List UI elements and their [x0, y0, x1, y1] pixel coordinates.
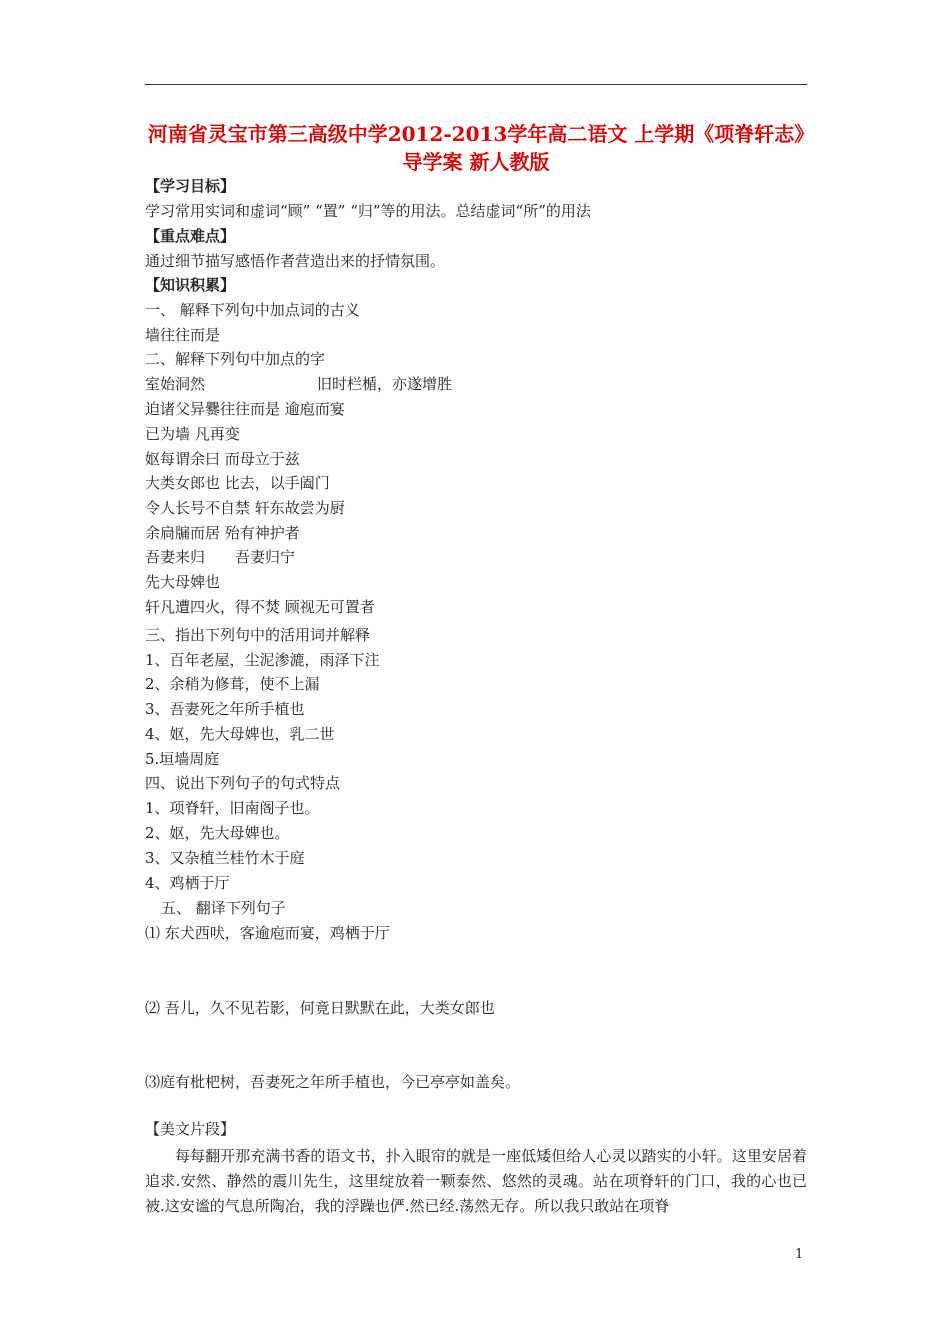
exercise-line: 余扃牖而居 殆有神护者 [145, 524, 300, 542]
exercise-line: 先大母婢也 [145, 573, 221, 591]
exercise-line: 令人长号不自禁 轩东故尝为厨 [145, 499, 345, 517]
exercise-line: 3、又杂植兰桂竹木于庭 [145, 849, 305, 867]
exercise-line [145, 547, 295, 567]
exercise-line: 墙往往而是 [145, 326, 221, 344]
exercise-heading-5: 五、 翻译下列句子 [161, 899, 286, 917]
exercise-line: 5.垣墙周庭 [145, 750, 220, 768]
exercise-line: 2、妪，先大母婢也。 [145, 824, 290, 842]
translation-item: ⑴ 东犬西吠，客逾庖而宴，鸡栖于厅 [145, 924, 390, 942]
phrase-b: 旧时栏楯，亦遂增胜 [317, 375, 453, 393]
header-rule [145, 84, 807, 85]
phrase-b: 吾妻归宁 [235, 548, 296, 566]
exercise-line: 已为墙 凡再变 [145, 425, 240, 443]
section-heading-goals: 【学习目标】 [145, 177, 236, 195]
section-heading-essay: 【美文片段】 [145, 1120, 236, 1138]
document-title: 河南省灵宝市第三高级中学2012-2013学年高二语文 上学期《项脊轩志》导学案 新人教版 [147, 122, 805, 174]
exercise-line: 3、吾妻死之年所手植也 [145, 700, 305, 718]
phrase-a: 吾妻来归 [145, 548, 206, 566]
exercise-line: 2、余稍为修葺，使不上漏 [145, 675, 320, 693]
exercise-heading-4: 四、说出下列句子的句式特点 [145, 774, 341, 792]
key-points-text: 通过细节描写感悟作者营造出来的抒情氛围。 [145, 252, 446, 270]
exercise-line: 妪每谓余曰 而母立于兹 [145, 450, 300, 468]
section-heading-key-points: 【重点难点】 [145, 227, 236, 245]
essay-paragraph: 每每翻开那充满书香的语文书，扑入眼帘的就是一座低矮但给人心灵以踏实的小轩。这里安居着追求.安然、静然的震川先生，这里绽放着一颗泰然、悠然的灵魂。站在项脊轩的门口，我的心也已被.这安谧的气息所陶冶，我的浮躁也俨.然已经.荡然无存。所以我只敢站在项脊 [145, 1147, 807, 1215]
exercise-heading-3: 三、指出下列句中的活用词并解释 [145, 626, 371, 644]
exercise-line: 1、百年老屋，尘泥渗漉，雨泽下注 [145, 651, 380, 669]
page-number: 1 [795, 1247, 804, 1262]
exercise-line [145, 374, 452, 394]
exercise-line: 迫诸父异爨往往而是 逾庖而宴 [145, 400, 345, 418]
goals-text: 学习常用实词和虚词“顾” “置” “归”等的用法。总结虚词“所”的用法 [145, 202, 591, 220]
exercise-line: 大类女郎也 比去，以手阖门 [145, 474, 330, 492]
translation-item: ⑶庭有枇杷树，吾妻死之年所手植也，今已亭亭如盖矣。 [145, 1073, 521, 1091]
section-heading-knowledge: 【知识积累】 [145, 276, 236, 294]
exercise-line: 4、妪，先大母婢也，乳二世 [145, 725, 335, 743]
exercise-heading-1: 一、 解释下列句中加点词的古义 [145, 301, 360, 319]
exercise-line: 4、鸡栖于厅 [145, 874, 230, 892]
exercise-line: 1、项脊轩，旧南阁子也。 [145, 799, 320, 817]
translation-item: ⑵ 吾儿，久不见若影，何竟日默默在此，大类女郎也 [145, 999, 495, 1017]
exercise-heading-2: 二、解释下列句中加点的字 [145, 350, 326, 368]
exercise-line: 轩凡遭四火，得不焚 顾视无可置者 [145, 598, 375, 616]
phrase-a: 室始洞然 [145, 375, 206, 393]
